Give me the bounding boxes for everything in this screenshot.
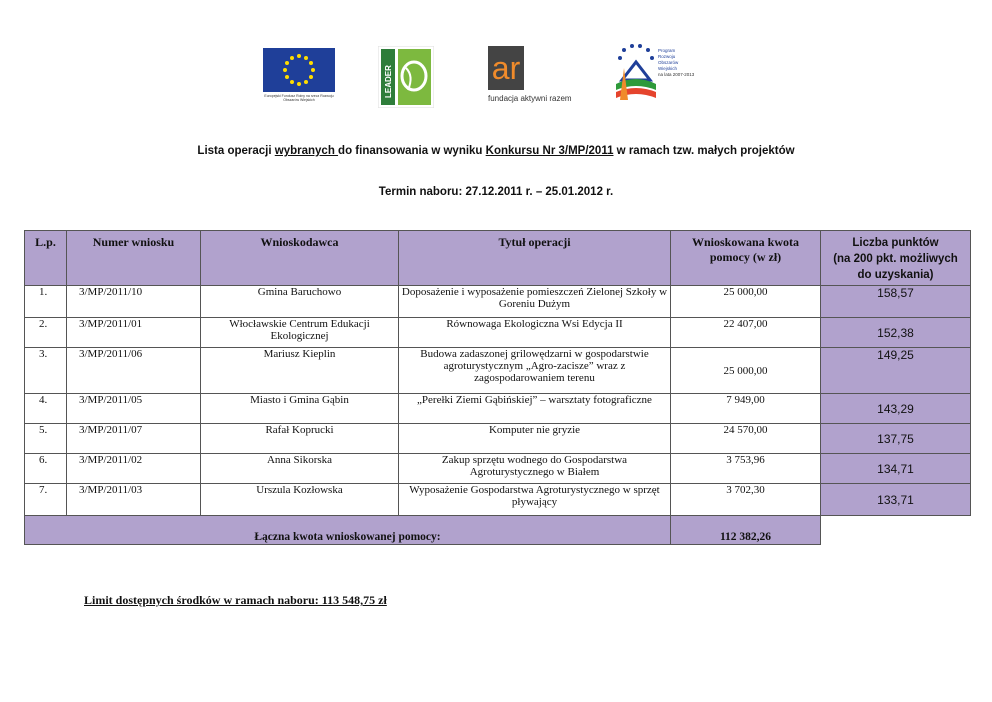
eu-logo bbox=[263, 48, 335, 102]
funds-limit: Limit dostępnych środków w ramach naboru: 113 548,75 zł bbox=[84, 593, 387, 607]
table-row: 5. 3/MP/2011/07 Rafał Koprucki Komputer nie gryzie 24 570,00 137,75 bbox=[25, 424, 971, 454]
header-lp: L.p. bbox=[25, 231, 67, 286]
header-punkty: Liczba punktów (na 200 pkt. możliwych do uzyskania) bbox=[821, 231, 971, 286]
operations-table bbox=[24, 230, 971, 545]
leader-logo bbox=[378, 46, 434, 108]
leader-text: LEADER bbox=[384, 65, 393, 98]
total-label: Łączna kwota wnioskowanej pomocy: bbox=[25, 516, 671, 545]
table-row: 6. 3/MP/2011/02 Anna Sikorska Zakup sprzętu wodnego do Gospodarstwa Agroturystycznego w Białem 3 753,96 134,71 bbox=[25, 454, 971, 484]
prow-logo bbox=[612, 40, 712, 108]
table-header-row bbox=[25, 231, 971, 286]
header-kwota: Wnioskowana kwota pomocy (w zł) bbox=[671, 231, 821, 286]
prow-caption: Program Rozwoju Obszarów Wiejskich na lata 2007-2013 bbox=[658, 48, 695, 77]
document-heading: Lista operacji wybranych do finansowania w wyniku Konkursu Nr 3/MP/2011 w ramach tzw. małych projektów bbox=[197, 145, 795, 157]
ar-caption: fundacja aktywni razem bbox=[488, 94, 572, 103]
table-summary-row bbox=[25, 516, 971, 545]
table-row: 7. 3/MP/2011/03 Urszula Kozłowska Wyposażenie Gospodarstwa Agroturystycznego w sprzęt pływający 3 702,30 133,71 bbox=[25, 484, 971, 516]
ar-foundation-logo bbox=[488, 46, 588, 110]
header-wnioskodawca: Wnioskodawca bbox=[201, 231, 399, 286]
table-row: 4. 3/MP/2011/05 Miasto i Gmina Gąbin „Perełki Ziemi Gąbińskiej” – warsztaty fotograficzne 7 949,00 143,29 bbox=[25, 394, 971, 424]
prow-emblem-icon bbox=[612, 40, 660, 108]
header-tytul: Tytuł operacji bbox=[399, 231, 671, 286]
total-value: 112 382,26 bbox=[671, 516, 821, 545]
ar-mark: ar bbox=[488, 46, 524, 90]
header-numer: Numer wniosku bbox=[67, 231, 201, 286]
table-row: 1. 3/MP/2011/10 Gmina Baruchowo Doposażenie i wyposażenie pomieszczeń Zielonej Szkoły w Goreniu Dużym 25 000,00 158,57 bbox=[25, 286, 971, 318]
eu-caption: Europejski Fundusz Rolny na rzecz Rozwoju Obszarów Wiejskich bbox=[264, 94, 334, 102]
eu-flag-icon bbox=[263, 48, 335, 92]
table-row: 2. 3/MP/2011/01 Włocławskie Centrum Edukacji Ekologicznej Równowaga Ekologiczna Wsi Edycja II 22 407,00 152,38 bbox=[25, 318, 971, 348]
table-row: 3. 3/MP/2011/06 Mariusz Kieplin Budowa zadaszonej grilowędzarni w gospodarstwie agroturystycznym „Agro-zacisze” wraz z zagospodarowaniem terenu 25 000,00 149,25 bbox=[25, 348, 971, 394]
submission-period: Termin naboru: 27.12.2011 r. – 25.01.2012 r. bbox=[378, 186, 614, 198]
logo-bar bbox=[0, 40, 992, 110]
